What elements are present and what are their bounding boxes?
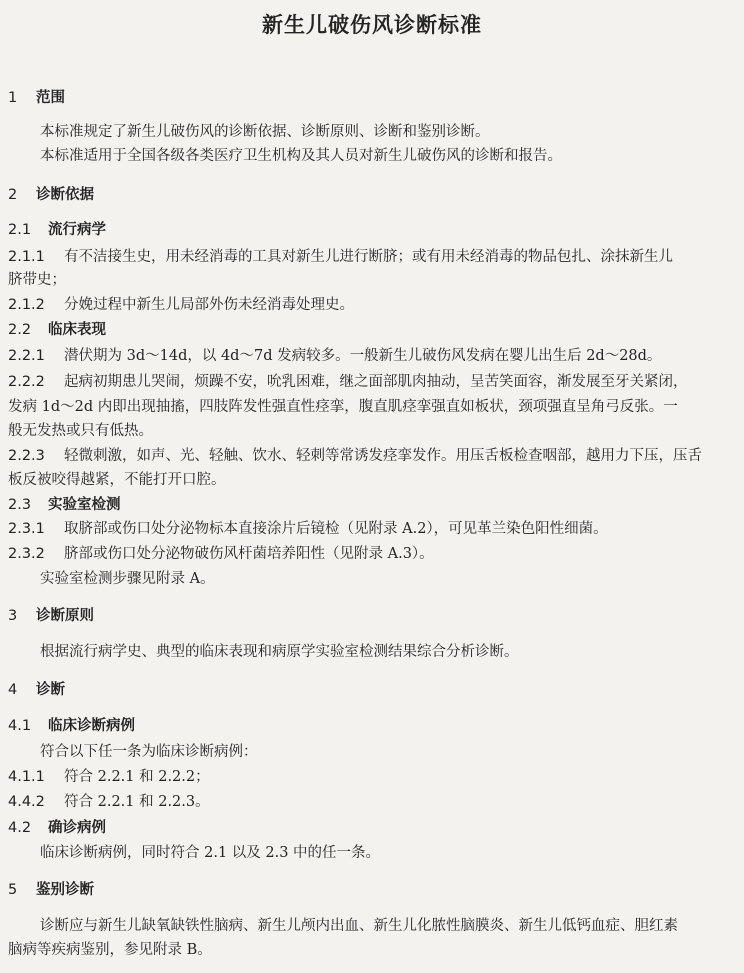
clause-4-4-2 (8, 792, 210, 812)
document-title: 新生儿破伤风诊断标准 (262, 13, 482, 37)
clause-continuation: 板反被咬得越紧，不能打开口腔。 (8, 472, 226, 488)
clause-text: 有不洁接生史，用未经消毒的工具对新生儿进行断脐；或有用未经消毒的物品包扎、涂抹新生儿 (64, 249, 673, 265)
clause-text: 脐部或伤口处分泌物破伤风杆菌培养阳性（见附录 A.3）。 (64, 546, 434, 562)
paragraph: 符合以下任一条为临床诊断病例： (40, 744, 258, 760)
paragraph: 本标准规定了新生儿破伤风的诊断依据、诊断原则、诊断和鉴别诊断。 (40, 124, 490, 140)
subsection-4-2-heading (8, 818, 106, 838)
clause-2-3-1 (8, 519, 608, 539)
clause-number: 2.3.2 (8, 546, 45, 562)
section-title: 流行病学 (48, 222, 106, 238)
clause-2-2-2 (8, 372, 688, 392)
section-3-heading (8, 606, 94, 626)
section-title: 确诊病例 (48, 820, 106, 836)
subsection-2-2-heading (8, 320, 106, 340)
clause-number: 2.2.2 (8, 374, 45, 390)
section-number: 3 (8, 608, 18, 624)
section-number: 2.3 (8, 497, 32, 513)
clause-2-2-1 (8, 346, 661, 366)
paragraph: 临床诊断病例，同时符合 2.1 以及 2.3 中的任一条。 (40, 845, 381, 861)
clause-text: 符合 2.2.1 和 2.2.3。 (64, 794, 210, 810)
paragraph-continuation: 脑病等疾病鉴别，参见附录 B。 (8, 942, 212, 958)
paragraph: 诊断应与新生儿缺氧缺铁性脑病、新生儿颅内出血、新生儿化脓性脑膜炎、新生儿低钙血症、胆红素 (40, 918, 678, 934)
section-title: 诊断 (36, 682, 65, 698)
clause-text: 潜伏期为 3d～14d，以 4d～7d 发病较多。一般新生儿破伤风发病在婴儿出生后 2d～28d。 (64, 348, 662, 364)
section-title: 诊断原则 (36, 608, 94, 624)
clause-4-1-1 (8, 767, 210, 787)
section-1-heading (8, 88, 65, 108)
clause-number: 2.2.3 (8, 448, 45, 464)
clause-2-2-3 (8, 446, 702, 466)
subsection-2-1-heading (8, 220, 106, 240)
section-title: 范围 (36, 90, 65, 106)
section-title: 诊断依据 (36, 187, 94, 203)
section-number: 1 (8, 90, 18, 106)
section-title: 临床诊断病例 (48, 718, 135, 734)
section-number: 4.1 (8, 718, 32, 734)
section-5-heading (8, 880, 94, 900)
paragraph: 根据流行病学史、典型的临床表现和病原学实验室检测结果综合分析诊断。 (40, 644, 519, 660)
clause-text: 符合 2.2.1 和 2.2.2； (64, 769, 210, 785)
section-number: 2.1 (8, 222, 32, 238)
section-number: 4.2 (8, 820, 32, 836)
clause-number: 2.1.1 (8, 249, 45, 265)
section-number: 4 (8, 682, 18, 698)
clause-number: 2.2.1 (8, 348, 45, 364)
clause-continuation: 脐带史； (8, 272, 66, 288)
clause-text: 取脐部或伤口处分泌物标本直接涂片后镜检（见附录 A.2），可见革兰染色阳性细菌。 (64, 521, 608, 537)
subsection-4-1-heading (8, 716, 135, 736)
clause-continuation: 发病 1d～2d 内即出现抽搐，四肢阵发性强直性痉挛，腹直肌痉挛强直如板状，颈项强直呈角弓反张。一 (8, 399, 678, 415)
clause-number: 4.4.2 (8, 794, 45, 810)
clause-2-1-2 (8, 295, 354, 315)
clause-number: 4.1.1 (8, 769, 45, 785)
clause-2-3-2 (8, 544, 434, 564)
paragraph: 本标准适用于全国各级各类医疗卫生机构及其人员对新生儿破伤风的诊断和报告。 (40, 148, 562, 164)
clause-number: 2.1.2 (8, 297, 45, 313)
section-2-heading (8, 185, 94, 205)
clause-text: 轻微刺激，如声、光、轻触、饮水、轻刺等常诱发痉挛发作。用压舌板检查咽部，越用力下压，压舌 (64, 448, 702, 464)
clause-continuation: 般无发热或只有低热。 (8, 423, 153, 439)
clause-text: 起病初期患儿哭闹，烦躁不安，吮乳困难，继之面部肌肉抽动，呈苦笑面容，渐发展至牙关紧闭， (64, 374, 688, 390)
clause-number: 2.3.1 (8, 521, 45, 537)
subsection-2-3-heading (8, 495, 121, 515)
section-title: 临床表现 (48, 322, 106, 338)
section-number: 2.2 (8, 322, 32, 338)
note: 实验室检测步骤见附录 A。 (40, 571, 215, 587)
clause-text: 分娩过程中新生儿局部外伤未经消毒处理史。 (64, 297, 354, 313)
section-4-heading (8, 680, 65, 700)
section-title: 鉴别诊断 (36, 882, 94, 898)
clause-2-1-1 (8, 247, 673, 267)
section-number: 2 (8, 187, 18, 203)
section-title: 实验室检测 (48, 497, 121, 513)
section-number: 5 (8, 882, 18, 898)
